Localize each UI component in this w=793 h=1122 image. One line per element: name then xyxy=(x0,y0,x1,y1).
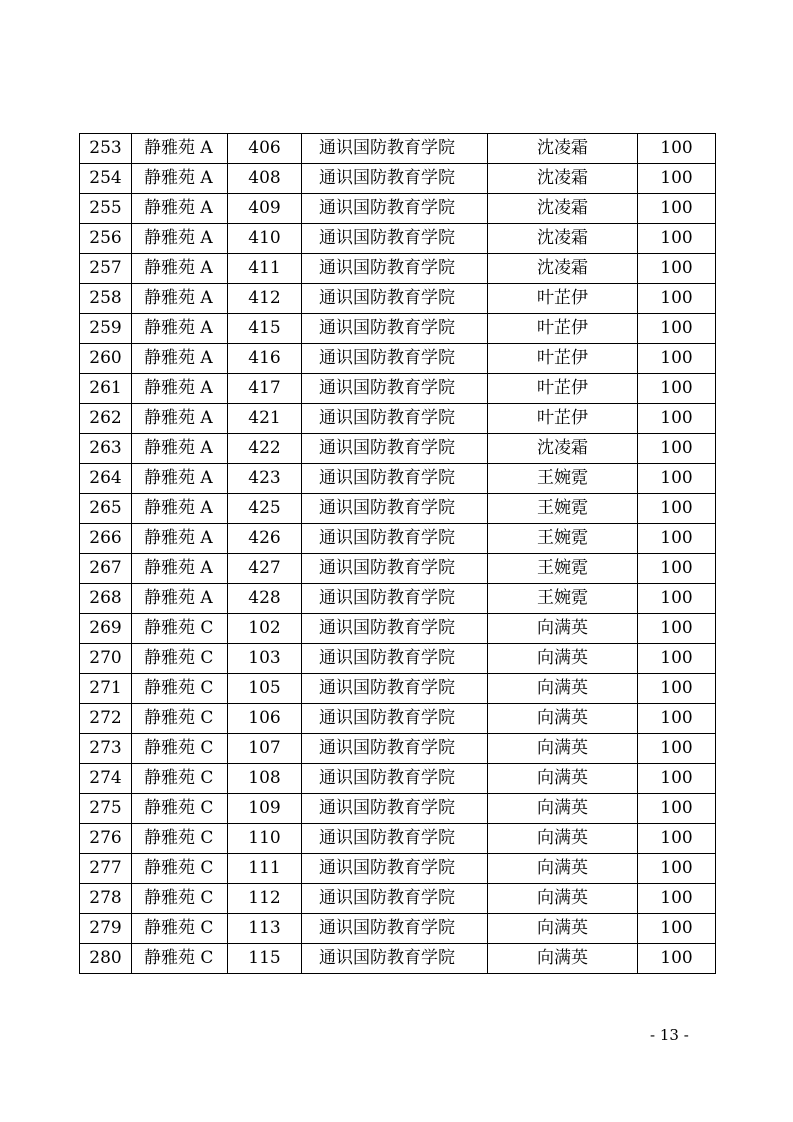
row-number-cell: 254 xyxy=(80,164,132,194)
building-cell: 静雅苑 C xyxy=(132,704,228,734)
advisor-cell: 叶芷伊 xyxy=(488,314,638,344)
room-number-cell: 412 xyxy=(228,284,302,314)
college-cell: 通识国防教育学院 xyxy=(302,314,488,344)
row-number-cell: 280 xyxy=(80,944,132,974)
score-cell: 100 xyxy=(638,524,716,554)
score-cell: 100 xyxy=(638,404,716,434)
table-row xyxy=(80,434,716,464)
score-cell: 100 xyxy=(638,134,716,164)
row-number-cell: 268 xyxy=(80,584,132,614)
room-number-cell: 426 xyxy=(228,524,302,554)
table-row xyxy=(80,794,716,824)
building-cell: 静雅苑 A xyxy=(132,494,228,524)
table-row xyxy=(80,554,716,584)
building-cell: 静雅苑 C xyxy=(132,884,228,914)
table-row xyxy=(80,734,716,764)
score-cell: 100 xyxy=(638,194,716,224)
row-number-cell: 256 xyxy=(80,224,132,254)
building-cell: 静雅苑 A xyxy=(132,134,228,164)
table-row xyxy=(80,674,716,704)
score-cell: 100 xyxy=(638,734,716,764)
row-number-cell: 275 xyxy=(80,794,132,824)
advisor-cell: 向满英 xyxy=(488,794,638,824)
room-number-cell: 422 xyxy=(228,434,302,464)
score-cell: 100 xyxy=(638,164,716,194)
room-number-cell: 406 xyxy=(228,134,302,164)
building-cell: 静雅苑 C xyxy=(132,824,228,854)
score-cell: 100 xyxy=(638,284,716,314)
page-number: - 13 - xyxy=(650,1026,689,1044)
college-cell: 通识国防教育学院 xyxy=(302,524,488,554)
row-number-cell: 259 xyxy=(80,314,132,344)
score-cell: 100 xyxy=(638,914,716,944)
row-number-cell: 279 xyxy=(80,914,132,944)
advisor-cell: 叶芷伊 xyxy=(488,284,638,314)
advisor-cell: 沈凌霜 xyxy=(488,134,638,164)
table-row xyxy=(80,164,716,194)
room-number-cell: 427 xyxy=(228,554,302,584)
college-cell: 通识国防教育学院 xyxy=(302,884,488,914)
building-cell: 静雅苑 A xyxy=(132,404,228,434)
row-number-cell: 258 xyxy=(80,284,132,314)
row-number-cell: 263 xyxy=(80,434,132,464)
table-row xyxy=(80,614,716,644)
room-number-cell: 113 xyxy=(228,914,302,944)
table-row xyxy=(80,194,716,224)
score-cell: 100 xyxy=(638,254,716,284)
score-cell: 100 xyxy=(638,704,716,734)
advisor-cell: 向满英 xyxy=(488,614,638,644)
row-number-cell: 272 xyxy=(80,704,132,734)
advisor-cell: 向满英 xyxy=(488,914,638,944)
college-cell: 通识国防教育学院 xyxy=(302,794,488,824)
row-number-cell: 271 xyxy=(80,674,132,704)
college-cell: 通识国防教育学院 xyxy=(302,224,488,254)
college-cell: 通识国防教育学院 xyxy=(302,464,488,494)
table-row xyxy=(80,644,716,674)
advisor-cell: 向满英 xyxy=(488,734,638,764)
college-cell: 通识国防教育学院 xyxy=(302,824,488,854)
table-row xyxy=(80,584,716,614)
building-cell: 静雅苑 C xyxy=(132,854,228,884)
room-number-cell: 110 xyxy=(228,824,302,854)
advisor-cell: 沈凌霜 xyxy=(488,254,638,284)
table-row xyxy=(80,884,716,914)
advisor-cell: 向满英 xyxy=(488,884,638,914)
college-cell: 通识国防教育学院 xyxy=(302,164,488,194)
advisor-cell: 沈凌霜 xyxy=(488,164,638,194)
building-cell: 静雅苑 A xyxy=(132,554,228,584)
building-cell: 静雅苑 A xyxy=(132,464,228,494)
score-cell: 100 xyxy=(638,614,716,644)
table-row xyxy=(80,344,716,374)
table-row xyxy=(80,314,716,344)
score-cell: 100 xyxy=(638,224,716,254)
college-cell: 通识国防教育学院 xyxy=(302,194,488,224)
row-number-cell: 261 xyxy=(80,374,132,404)
table-body xyxy=(80,134,716,974)
score-cell: 100 xyxy=(638,314,716,344)
advisor-cell: 向满英 xyxy=(488,944,638,974)
row-number-cell: 270 xyxy=(80,644,132,674)
table-row xyxy=(80,254,716,284)
building-cell: 静雅苑 C xyxy=(132,674,228,704)
college-cell: 通识国防教育学院 xyxy=(302,554,488,584)
advisor-cell: 向满英 xyxy=(488,704,638,734)
row-number-cell: 277 xyxy=(80,854,132,884)
row-number-cell: 276 xyxy=(80,824,132,854)
college-cell: 通识国防教育学院 xyxy=(302,254,488,284)
room-number-cell: 107 xyxy=(228,734,302,764)
score-cell: 100 xyxy=(638,344,716,374)
row-number-cell: 278 xyxy=(80,884,132,914)
score-cell: 100 xyxy=(638,944,716,974)
college-cell: 通识国防教育学院 xyxy=(302,854,488,884)
score-cell: 100 xyxy=(638,644,716,674)
score-cell: 100 xyxy=(638,434,716,464)
room-number-cell: 103 xyxy=(228,644,302,674)
row-number-cell: 269 xyxy=(80,614,132,644)
room-number-cell: 408 xyxy=(228,164,302,194)
score-cell: 100 xyxy=(638,464,716,494)
advisor-cell: 向满英 xyxy=(488,674,638,704)
score-cell: 100 xyxy=(638,554,716,584)
room-number-cell: 111 xyxy=(228,854,302,884)
building-cell: 静雅苑 C xyxy=(132,914,228,944)
building-cell: 静雅苑 A xyxy=(132,374,228,404)
table-row xyxy=(80,944,716,974)
score-cell: 100 xyxy=(638,824,716,854)
row-number-cell: 266 xyxy=(80,524,132,554)
row-number-cell: 265 xyxy=(80,494,132,524)
college-cell: 通识国防教育学院 xyxy=(302,404,488,434)
score-cell: 100 xyxy=(638,374,716,404)
row-number-cell: 257 xyxy=(80,254,132,284)
building-cell: 静雅苑 A xyxy=(132,254,228,284)
college-cell: 通识国防教育学院 xyxy=(302,494,488,524)
college-cell: 通识国防教育学院 xyxy=(302,734,488,764)
building-cell: 静雅苑 A xyxy=(132,584,228,614)
room-number-cell: 105 xyxy=(228,674,302,704)
building-cell: 静雅苑 C xyxy=(132,944,228,974)
building-cell: 静雅苑 C xyxy=(132,794,228,824)
building-cell: 静雅苑 A xyxy=(132,164,228,194)
score-cell: 100 xyxy=(638,494,716,524)
row-number-cell: 262 xyxy=(80,404,132,434)
room-number-cell: 416 xyxy=(228,344,302,374)
college-cell: 通识国防教育学院 xyxy=(302,914,488,944)
building-cell: 静雅苑 C xyxy=(132,644,228,674)
advisor-cell: 叶芷伊 xyxy=(488,344,638,374)
dormitory-score-table xyxy=(79,133,716,974)
room-number-cell: 109 xyxy=(228,794,302,824)
table-row xyxy=(80,854,716,884)
advisor-cell: 王婉霓 xyxy=(488,464,638,494)
table-row xyxy=(80,914,716,944)
score-cell: 100 xyxy=(638,764,716,794)
advisor-cell: 叶芷伊 xyxy=(488,374,638,404)
college-cell: 通识国防教育学院 xyxy=(302,674,488,704)
score-cell: 100 xyxy=(638,794,716,824)
advisor-cell: 向满英 xyxy=(488,824,638,854)
building-cell: 静雅苑 C xyxy=(132,764,228,794)
room-number-cell: 409 xyxy=(228,194,302,224)
score-cell: 100 xyxy=(638,854,716,884)
room-number-cell: 425 xyxy=(228,494,302,524)
advisor-cell: 王婉霓 xyxy=(488,554,638,584)
room-number-cell: 115 xyxy=(228,944,302,974)
college-cell: 通识国防教育学院 xyxy=(302,764,488,794)
college-cell: 通识国防教育学院 xyxy=(302,284,488,314)
college-cell: 通识国防教育学院 xyxy=(302,644,488,674)
advisor-cell: 叶芷伊 xyxy=(488,404,638,434)
college-cell: 通识国防教育学院 xyxy=(302,614,488,644)
room-number-cell: 410 xyxy=(228,224,302,254)
college-cell: 通识国防教育学院 xyxy=(302,374,488,404)
room-number-cell: 106 xyxy=(228,704,302,734)
building-cell: 静雅苑 A xyxy=(132,224,228,254)
room-number-cell: 102 xyxy=(228,614,302,644)
row-number-cell: 264 xyxy=(80,464,132,494)
score-cell: 100 xyxy=(638,884,716,914)
table-row xyxy=(80,764,716,794)
college-cell: 通识国防教育学院 xyxy=(302,584,488,614)
advisor-cell: 王婉霓 xyxy=(488,524,638,554)
advisor-cell: 向满英 xyxy=(488,644,638,674)
college-cell: 通识国防教育学院 xyxy=(302,944,488,974)
building-cell: 静雅苑 A xyxy=(132,284,228,314)
advisor-cell: 向满英 xyxy=(488,764,638,794)
building-cell: 静雅苑 A xyxy=(132,194,228,224)
table-row xyxy=(80,284,716,314)
college-cell: 通识国防教育学院 xyxy=(302,344,488,374)
row-number-cell: 255 xyxy=(80,194,132,224)
building-cell: 静雅苑 C xyxy=(132,734,228,764)
room-number-cell: 112 xyxy=(228,884,302,914)
room-number-cell: 415 xyxy=(228,314,302,344)
advisor-cell: 王婉霓 xyxy=(488,494,638,524)
table-row xyxy=(80,704,716,734)
room-number-cell: 411 xyxy=(228,254,302,284)
table-row xyxy=(80,404,716,434)
table-row xyxy=(80,494,716,524)
college-cell: 通识国防教育学院 xyxy=(302,704,488,734)
advisor-cell: 向满英 xyxy=(488,854,638,884)
table-row xyxy=(80,224,716,254)
building-cell: 静雅苑 A xyxy=(132,344,228,374)
row-number-cell: 274 xyxy=(80,764,132,794)
room-number-cell: 428 xyxy=(228,584,302,614)
building-cell: 静雅苑 C xyxy=(132,614,228,644)
score-cell: 100 xyxy=(638,584,716,614)
row-number-cell: 273 xyxy=(80,734,132,764)
college-cell: 通识国防教育学院 xyxy=(302,434,488,464)
row-number-cell: 253 xyxy=(80,134,132,164)
room-number-cell: 423 xyxy=(228,464,302,494)
advisor-cell: 沈凌霜 xyxy=(488,434,638,464)
advisor-cell: 沈凌霜 xyxy=(488,224,638,254)
room-number-cell: 421 xyxy=(228,404,302,434)
advisor-cell: 沈凌霜 xyxy=(488,194,638,224)
table-row xyxy=(80,464,716,494)
room-number-cell: 108 xyxy=(228,764,302,794)
building-cell: 静雅苑 A xyxy=(132,434,228,464)
row-number-cell: 267 xyxy=(80,554,132,584)
table-row xyxy=(80,824,716,854)
building-cell: 静雅苑 A xyxy=(132,524,228,554)
score-cell: 100 xyxy=(638,674,716,704)
table-row xyxy=(80,524,716,554)
table-row xyxy=(80,374,716,404)
building-cell: 静雅苑 A xyxy=(132,314,228,344)
college-cell: 通识国防教育学院 xyxy=(302,134,488,164)
advisor-cell: 王婉霓 xyxy=(488,584,638,614)
row-number-cell: 260 xyxy=(80,344,132,374)
room-number-cell: 417 xyxy=(228,374,302,404)
table-row xyxy=(80,134,716,164)
